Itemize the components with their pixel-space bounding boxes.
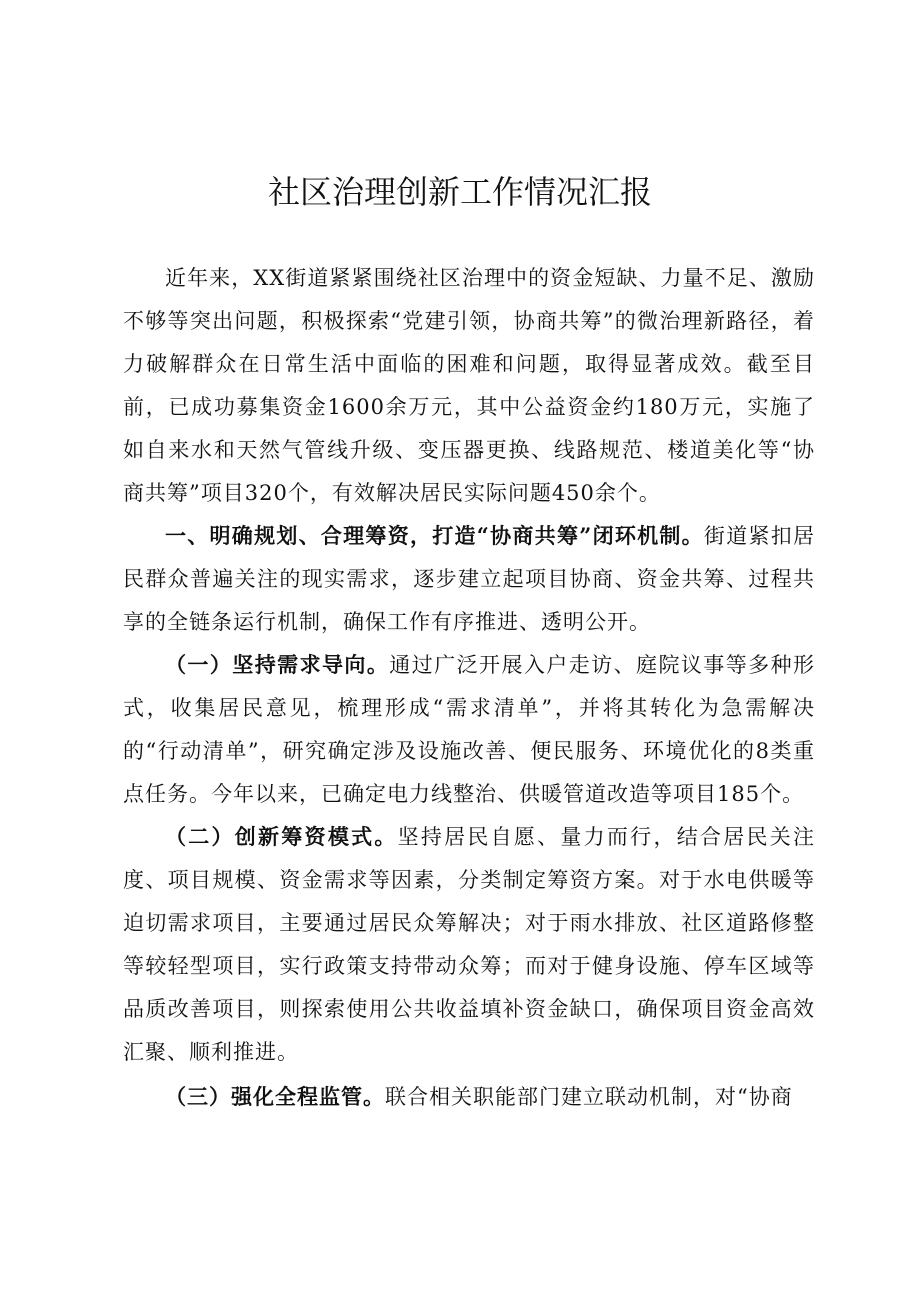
paragraph-subsection-3 — [123, 1075, 815, 1119]
paragraph-subsection-1 — [123, 643, 815, 816]
paragraph-text: 近年来，XX街道紧紧围绕社区治理中的资金短缺、力量不足、激励不够等突出问题，积极探索“党建引领，协商共筹”的微治理新路径，着力破解群众在日常生活中面临的困难和问题，取得显著成效。截至目前，已成功募集资金1600余万元，其中公益资金约180万元，实施了如自来水和天然气管线升级、变压器更换、线路规范、楼道美化等“协商共筹”项目320个，有效解决居民实际问题450余个。 — [123, 266, 815, 505]
paragraph-text: 坚持居民自愿、量力而行，结合居民关注度、项目规模、资金需求等因素，分类制定筹资方案。对于水电供暖等迫切需求项目，主要通过居民众筹解决；对于雨水排放、社区道路修整等较轻型项目，实行政策支持带动众筹；而对于健身设施、停车区域等品质改善项目，则探索使用公共收益填补资金缺口，确保项目资金高效汇聚、顺利推进。 — [123, 825, 815, 1064]
document-title: 社区治理创新工作情况汇报 — [267, 173, 652, 211]
paragraph-section-1 — [123, 514, 815, 644]
subsection-heading: （三）强化全程监管。 — [165, 1084, 385, 1109]
subsection-heading: （一）坚持需求导向。 — [165, 652, 390, 677]
paragraph-intro — [123, 256, 815, 515]
section-heading: 一、明确规划、合理筹资，打造“协商共筹”闭环机制。 — [165, 523, 704, 548]
subsection-heading: （二）创新筹资模式。 — [165, 824, 398, 849]
paragraph-text: 联合相关职能部门建立联动机制，对“协商 — [385, 1085, 793, 1109]
paragraph-text: 街道紧扣居民群众普遍关注的现实需求，逐步建立起项目协商、资金共筹、过程共享的全链条运行机制，确保工作有序推进、透明公开。 — [123, 524, 816, 634]
paragraph-subsection-2 — [123, 815, 815, 1074]
paragraph-text: 通过广泛开展入户走访、庭院议事等多种形式，收集居民意见，梳理形成“需求清单”，并将其转化为急需解决的“行动清单”，研究确定涉及设施改善、便民服务、环境优化的8类重点任务。今年以来，已确定电力线整治、供暖管道改造等项目185个。 — [123, 653, 816, 806]
